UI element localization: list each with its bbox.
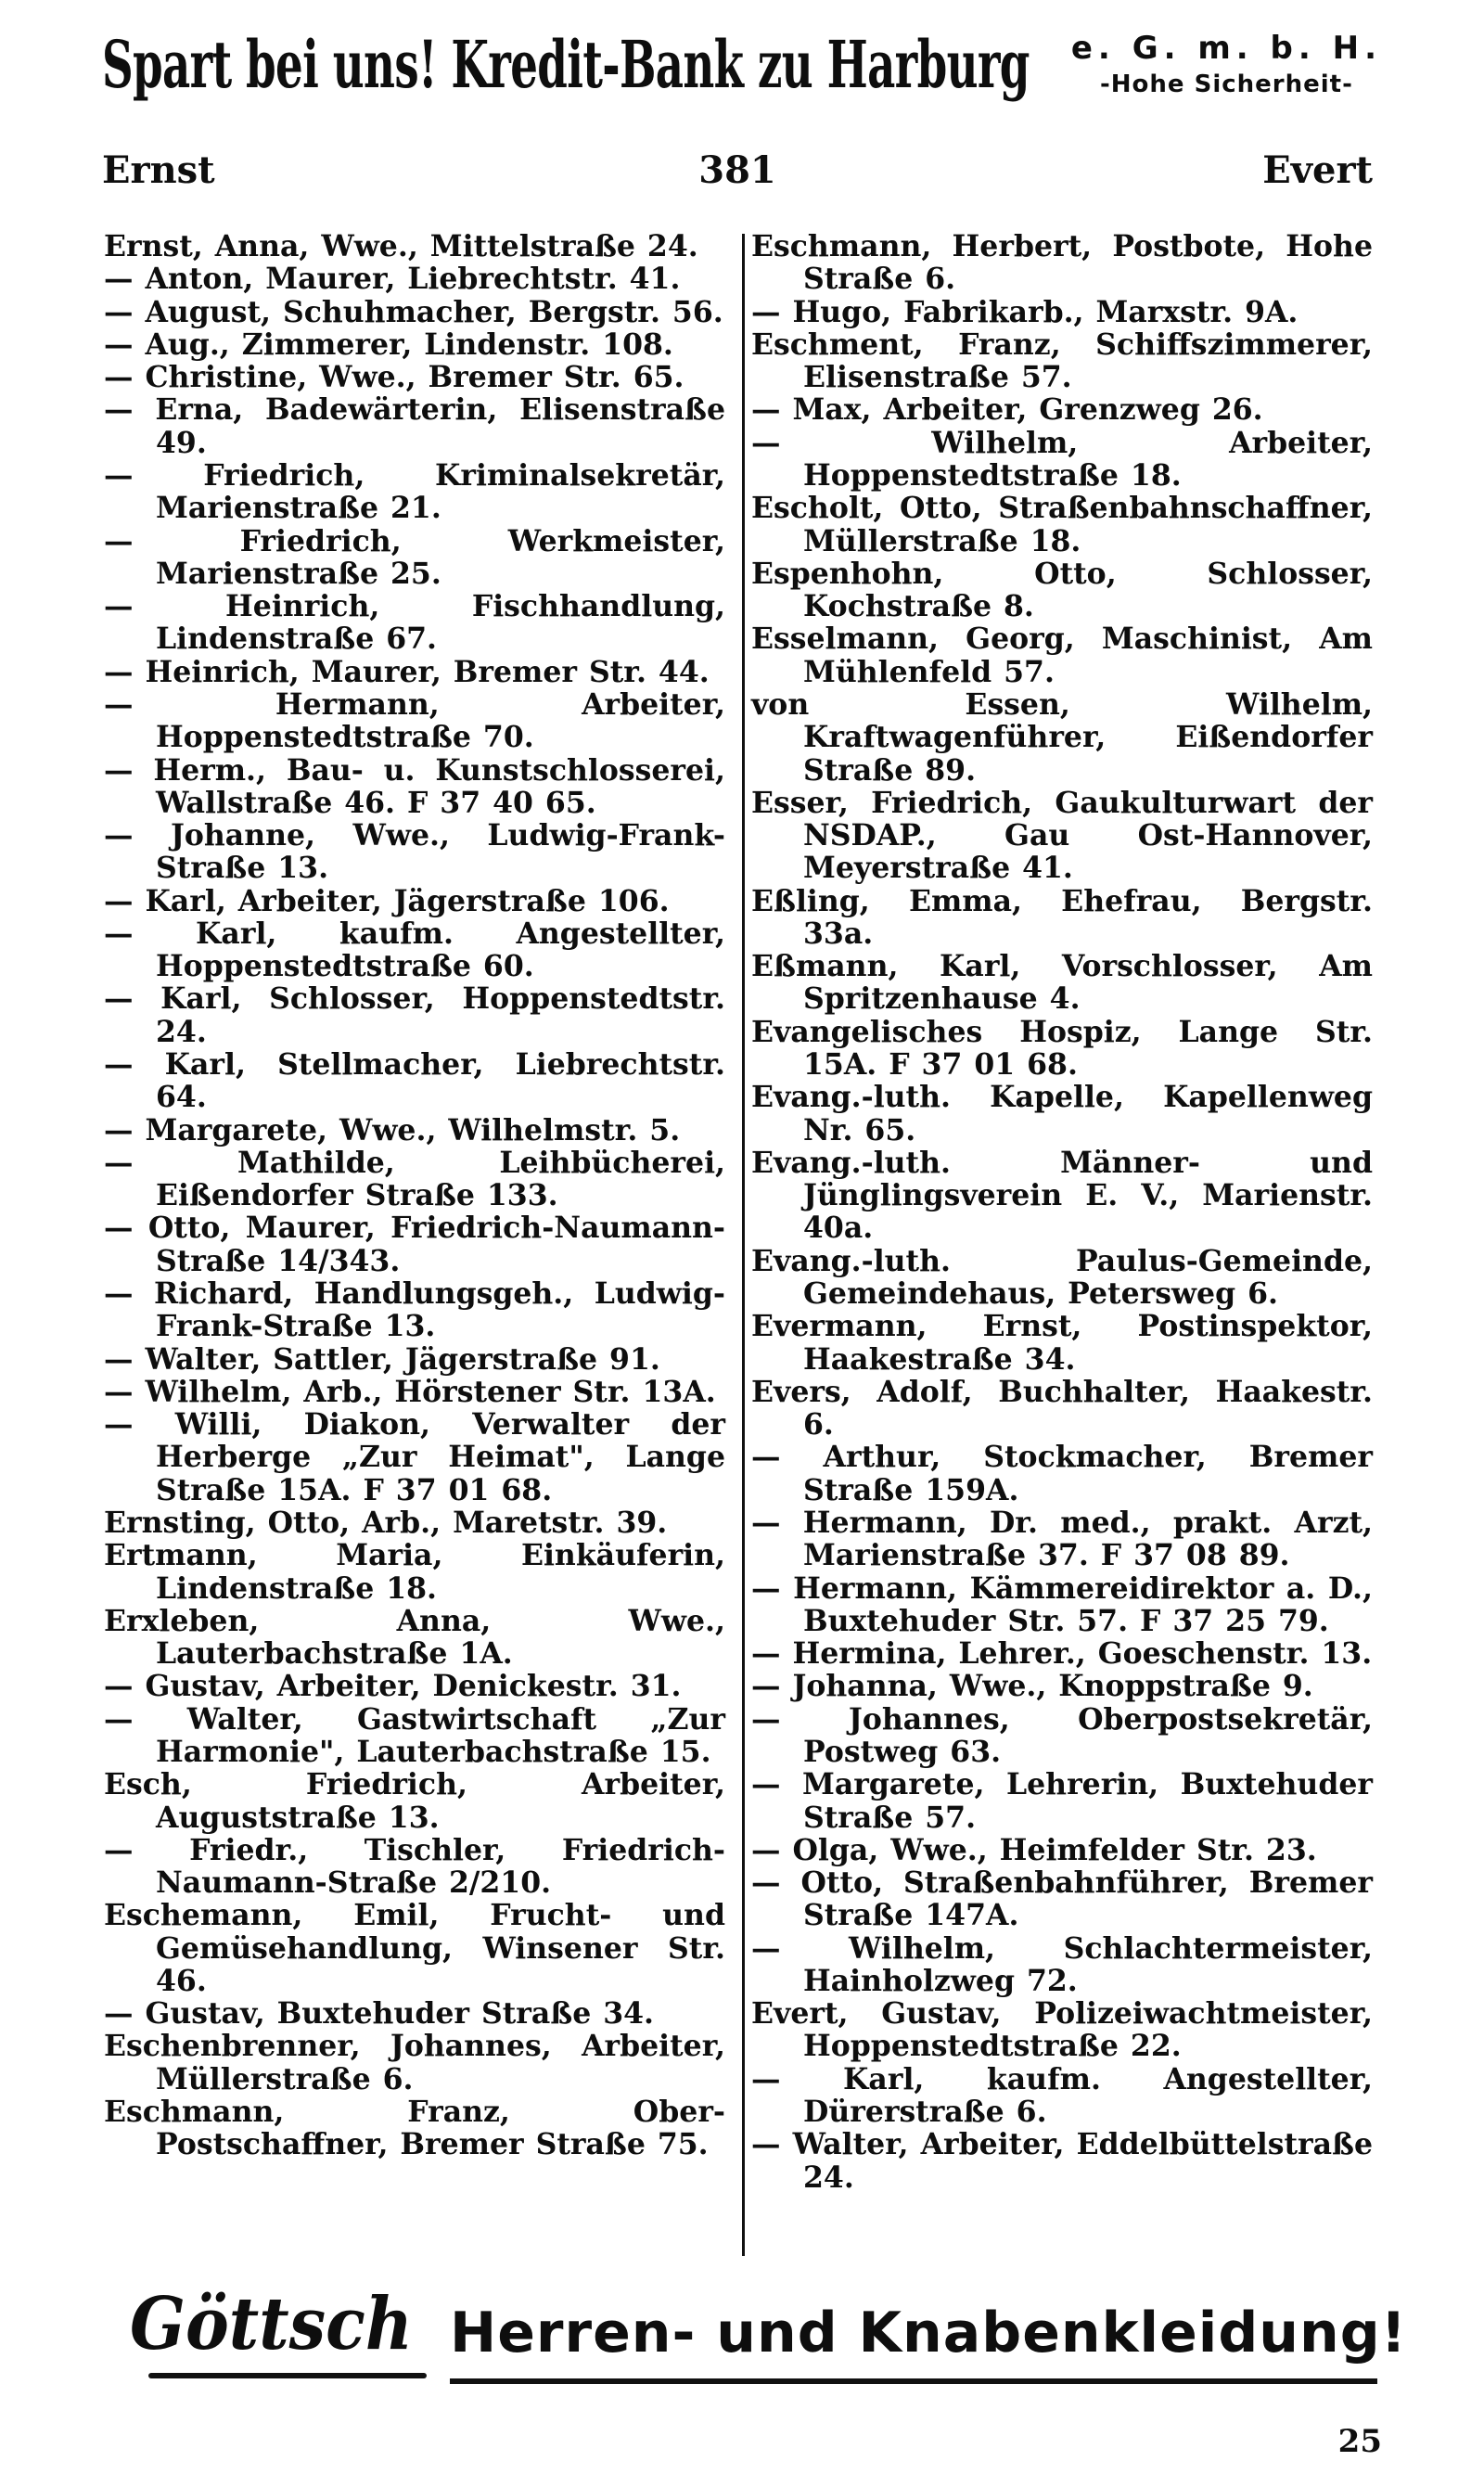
directory-entry: — Richard, Handlungsgeh., Ludwig-Frank-Straße 13.: [104, 1276, 725, 1344]
directory-entry: Evers, Adolf, Buchhalter, Haakestr. 6.: [751, 1374, 1373, 1442]
printer-signature: 25: [1337, 2423, 1382, 2460]
left-directory-column: [104, 230, 725, 2161]
directory-entry: — Friedrich, Werkmeister, Marienstraße 25.: [104, 523, 725, 591]
directory-entry: Escholt, Otto, Straßenbahnschaffner, Müllerstraße 18.: [751, 491, 1373, 558]
directory-entry: Esselmann, Georg, Maschinist, Am Mühlenfeld 57.: [751, 622, 1373, 689]
directory-entry: — Christine, Wwe., Bremer Str. 65.: [104, 360, 684, 395]
running-head-last-word: Evert: [1262, 148, 1373, 192]
directory-entry: Esser, Friedrich, Gaukulturwart der NSDAP., Gau Ost-Hannover, Meyerstraße 41.: [751, 785, 1373, 886]
bank-slogan: Spart bei uns! Kredit-Bank zu Harburg: [102, 26, 1030, 103]
directory-entry: — Hugo, Fabrikarb., Marxstr. 9A.: [751, 294, 1298, 329]
directory-entry: Eschmann, Franz, Ober-Postschaffner, Bremer Straße 75.: [104, 2095, 725, 2162]
slogan-underline: [450, 2378, 1377, 2384]
directory-entry: — Otto, Maurer, Friedrich-Naumann-Straße 14/343.: [104, 1211, 725, 1278]
directory-entry: — Johanne, Wwe., Ludwig-Frank-Straße 13.: [104, 818, 725, 886]
directory-entry: — Margarete, Lehrerin, Buxtehuder Straße 57.: [751, 1767, 1373, 1835]
directory-entry: Ernsting, Otto, Arb., Maretstr. 39.: [104, 1505, 668, 1540]
directory-entry: — Wilhelm, Arbeiter, Hoppenstedtstraße 18.: [751, 425, 1373, 493]
directory-entry: — Willi, Diakon, Verwalter der Herberge „Zur Heimat", Lange Straße 15A. F 37 01 68.: [104, 1407, 725, 1507]
directory-entry: — Otto, Straßenbahnführer, Bremer Straße 147A.: [751, 1865, 1373, 1933]
directory-entry: Evermann, Ernst, Postinspektor, Haakestraße 34.: [751, 1309, 1373, 1377]
directory-entry: Evert, Gustav, Polizeiwachtmeister, Hoppenstedtstraße 22.: [751, 1996, 1373, 2064]
directory-entry: Ernst, Anna, Wwe., Mittelstraße 24.: [104, 229, 698, 263]
directory-entry: — Friedr., Tischler, Friedrich-Naumann-Straße 2/210.: [104, 1832, 725, 1901]
directory-entry: Esch, Friedrich, Arbeiter, Auguststraße 13.: [104, 1767, 725, 1835]
directory-entry: — Arthur, Stockmacher, Bremer Straße 159A.: [751, 1440, 1373, 1507]
directory-entry: — Walter, Gastwirtschaft „Zur Harmonie", Lauterbachstraße 15.: [104, 1701, 725, 1769]
directory-entry: — Karl, Arbeiter, Jägerstraße 106.: [104, 883, 670, 918]
bottom-advertisement: [130, 2263, 1408, 2393]
clothier-slogan: Herren- und Knabenkleidung!: [450, 2301, 1408, 2365]
directory-entry: — Friedrich, Kriminalsekretär, Marienstraße 21.: [104, 457, 725, 526]
directory-entry: Evang.-luth. Kapelle, Kapellenweg Nr. 65.: [751, 1080, 1373, 1147]
directory-entry: Erxleben, Anna, Wwe., Lauterbachstraße 1A.: [104, 1603, 725, 1672]
directory-entry: Evang.-luth. Männer- und Jünglingsverein E. V., Marienstr. 40a.: [751, 1145, 1373, 1246]
directory-entry: Evang.-luth. Paulus-Gemeinde, Gemeindehaus, Petersweg 6.: [751, 1243, 1373, 1311]
directory-entry: Eßling, Emma, Ehefrau, Bergstr. 33a.: [751, 883, 1373, 951]
directory-entry: — Margarete, Wwe., Wilhelmstr. 5.: [104, 1112, 681, 1147]
logo-underline: [148, 2373, 427, 2378]
running-head-first-word: Ernst: [102, 148, 215, 192]
bank-legal-form: [1071, 30, 1382, 98]
directory-entry: — Hermann, Arbeiter, Hoppenstedtstraße 70.: [104, 686, 725, 755]
directory-entry: — Hermann, Kämmereidirektor a. D., Buxtehuder Str. 57. F 37 25 79.: [751, 1570, 1373, 1638]
directory-entry: Eschmann, Herbert, Postbote, Hohe Straße 6.: [751, 229, 1373, 297]
directory-entry: — Heinrich, Fischhandlung, Lindenstraße 67.: [104, 589, 725, 657]
directory-entry: Eßmann, Karl, Vorschlosser, Am Spritzenhause 4.: [751, 949, 1373, 1017]
directory-entry: — Hermann, Dr. med., prakt. Arzt, Marienstraße 37. F 37 08 89.: [751, 1505, 1373, 1573]
bank-legal-form-text: e. G. m. b. H.: [1070, 30, 1382, 67]
right-directory-column: [751, 230, 1373, 2194]
directory-entry: — Walter, Sattler, Jägerstraße 91.: [104, 1341, 660, 1377]
column-divider: [742, 234, 745, 2256]
directory-entry: — Heinrich, Maurer, Bremer Str. 44.: [104, 654, 710, 689]
directory-entry: — Wilhelm, Arb., Hörstener Str. 13A.: [104, 1374, 716, 1409]
directory-entry: — Olga, Wwe., Heimfelder Str. 23.: [751, 1832, 1317, 1867]
directory-entry: — Aug., Zimmerer, Lindenstr. 108.: [104, 327, 673, 362]
directory-entry: Espenhohn, Otto, Schlosser, Kochstraße 8.: [751, 556, 1373, 624]
directory-entry: Eschment, Franz, Schiffszimmerer, Elisenstraße 57.: [751, 327, 1373, 395]
directory-entry: — Johanna, Wwe., Knoppstraße 9.: [751, 1669, 1313, 1704]
directory-entry: — Karl, kaufm. Angestellter, Dürerstraße 6.: [751, 2061, 1373, 2130]
directory-entry: — Max, Arbeiter, Grenzweg 26.: [751, 392, 1263, 428]
directory-entry: — Erna, Badewärterin, Elisenstraße 49.: [104, 392, 725, 460]
bank-security-text: -Hohe Sicherheit-: [1099, 71, 1353, 98]
directory-entry: — Mathilde, Leihbücherei, Eißendorfer Straße 133.: [104, 1145, 725, 1213]
directory-entry: — Wilhelm, Schlachtermeister, Hainholzweg 72.: [751, 1930, 1373, 1998]
directory-entry: — Karl, Stellmacher, Liebrechtstr. 64.: [104, 1047, 725, 1115]
top-advertisement-banner: [102, 19, 1382, 130]
directory-entry: — Karl, Schlosser, Hoppenstedtstr. 24.: [104, 981, 725, 1049]
clothier-logo: Göttsch: [130, 2282, 413, 2366]
directory-entry: Eschenbrenner, Johannes, Arbeiter, Müllerstraße 6.: [104, 2029, 725, 2096]
directory-entry: Ertmann, Maria, Einkäuferin, Lindenstraße 18.: [104, 1538, 725, 1606]
directory-entry: — Anton, Maurer, Liebrechtstr. 41.: [104, 262, 681, 297]
directory-entry: — Herm., Bau- u. Kunstschlosserei, Wallstraße 46. F 37 40 65.: [104, 752, 725, 820]
directory-entry: Eschemann, Emil, Frucht- und Gemüsehandlung, Winsener Str. 46.: [104, 1898, 725, 1998]
directory-entry: — Karl, kaufm. Angestellter, Hoppenstedtstraße 60.: [104, 916, 725, 984]
page-number: 381: [698, 148, 776, 192]
directory-entry: — Gustav, Arbeiter, Denickestr. 31.: [104, 1669, 682, 1704]
directory-entry: — Johannes, Oberpostsekretär, Postweg 63.: [751, 1701, 1373, 1769]
directory-entry: — Hermina, Lehrer., Goeschenstr. 13.: [751, 1636, 1373, 1672]
directory-entry: — Gustav, Buxtehuder Straße 34.: [104, 1996, 655, 2032]
directory-entry: — Walter, Arbeiter, Eddelbüttelstraße 24.: [751, 2127, 1373, 2195]
directory-entry: Evangelisches Hospiz, Lange Str. 15A. F 37 01 68.: [751, 1014, 1373, 1083]
directory-entry: — August, Schuhmacher, Bergstr. 56.: [104, 294, 723, 329]
directory-entry: von Essen, Wilhelm, Kraftwagenführer, Eißendorfer Straße 89.: [751, 686, 1373, 788]
running-head: [102, 148, 1373, 204]
